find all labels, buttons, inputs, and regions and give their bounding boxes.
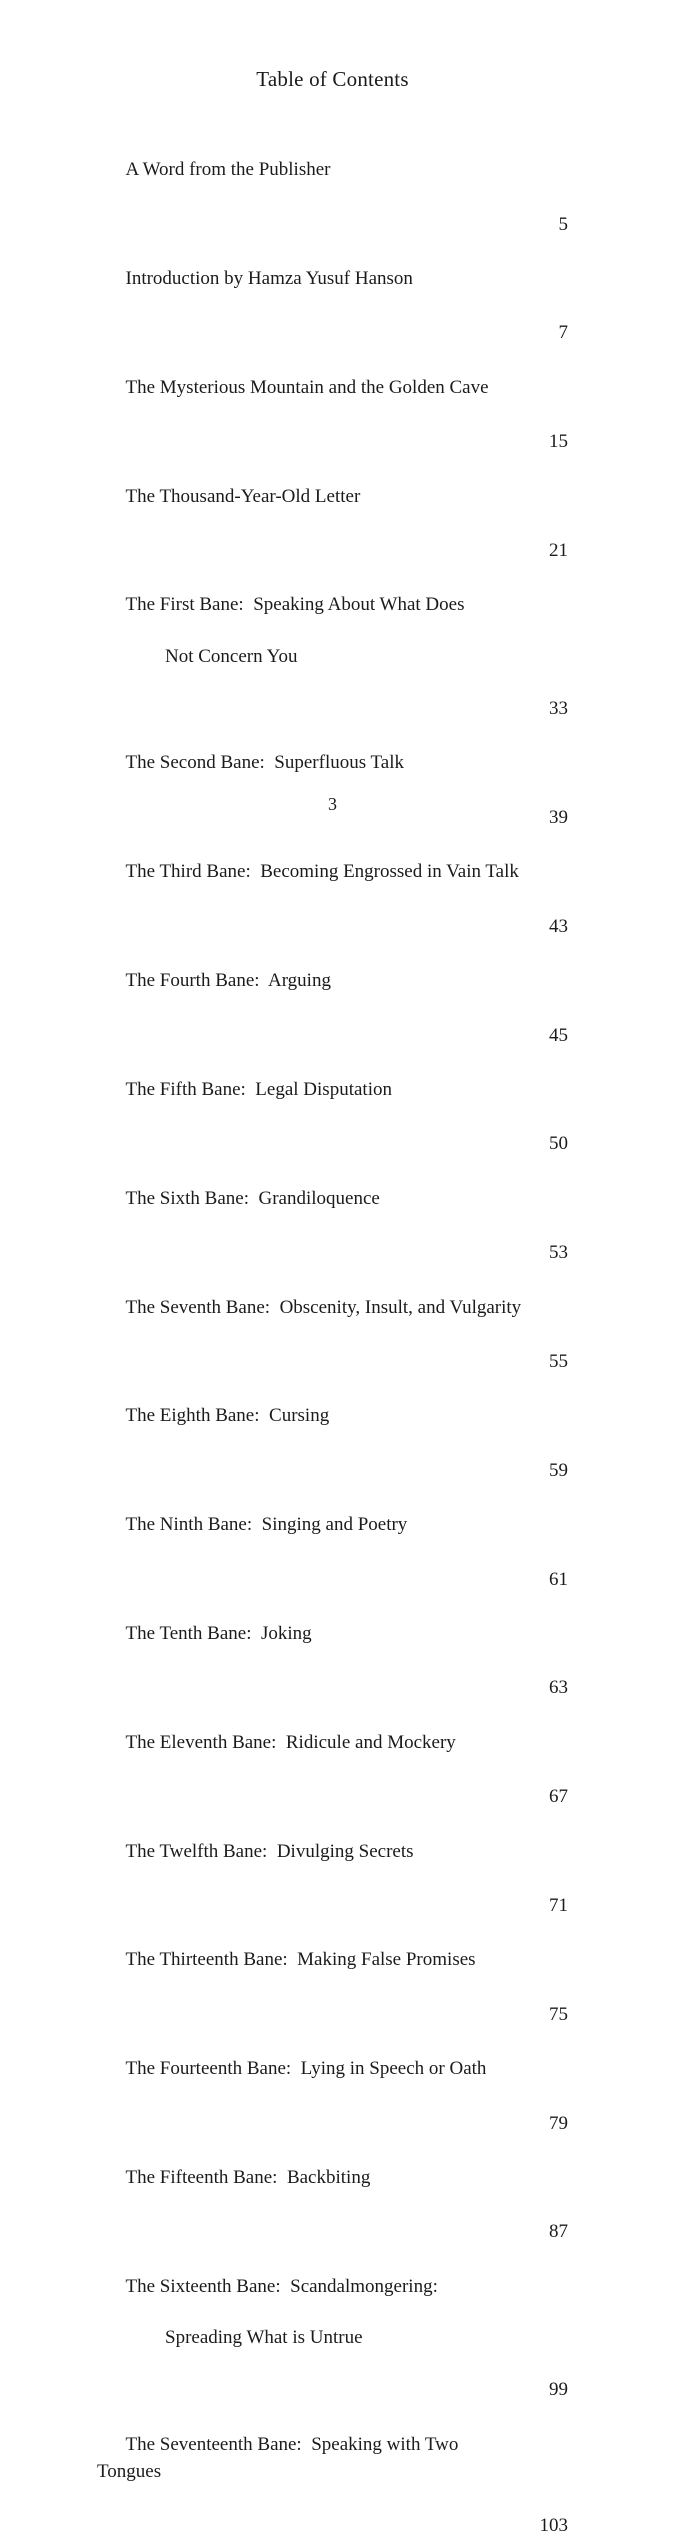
toc-entry-page-number: 61 <box>549 1568 568 1590</box>
toc-entry-line1: The Mysterious Mountain and the Golden Cave <box>125 376 489 398</box>
toc-entry-line1: The Fourteenth Bane: Lying in Speech or Oath <box>125 2058 487 2080</box>
toc-entry-page-number: 45 <box>549 1024 568 1046</box>
toc-entry-page-number: 33 <box>549 698 568 720</box>
toc-list <box>97 129 568 2540</box>
toc-entry <box>97 1593 568 1702</box>
toc-entry-line1: The Seventh Bane: Obscenity, Insult, and Vulgarity <box>125 1296 522 1318</box>
toc-entry-title <box>97 1810 414 1919</box>
toc-entry-line1: The Thousand-Year-Old Letter <box>125 485 361 507</box>
toc-entry <box>97 2137 568 2246</box>
toc-entry-line1: The Thirteenth Bane: Making False Promises <box>125 1949 476 1971</box>
toc-entry-page-number: 7 <box>558 322 568 344</box>
toc-entry <box>97 940 568 1049</box>
toc-entry-page-number: 21 <box>549 540 568 562</box>
toc-entry <box>97 129 568 238</box>
toc-entry-line1: The Eighth Bane: Cursing <box>125 1405 330 1427</box>
toc-entry <box>97 455 568 564</box>
toc-entry <box>97 1049 568 1158</box>
toc-entry-line1: The Ninth Bane: Singing and Poetry <box>125 1514 408 1536</box>
toc-entry <box>97 2404 568 2540</box>
toc-entry-page-number: 59 <box>549 1459 568 1481</box>
page-title: Table of Contents <box>256 67 409 91</box>
folio-page-number: 3 <box>328 794 337 814</box>
toc-entry-line2: Spreading What is Untrue <box>165 2327 363 2349</box>
toc-entry <box>97 238 568 347</box>
toc-entry <box>97 1158 568 1267</box>
toc-entry-page-number: 63 <box>549 1677 568 1699</box>
toc-entry-line1: The Tenth Bane: Joking <box>125 1622 312 1644</box>
toc-entry-page-number: 53 <box>549 1242 568 1264</box>
toc-entry-line1: The Fifth Bane: Legal Disputation <box>125 1078 392 1100</box>
toc-entry <box>97 2246 568 2404</box>
toc-entry <box>97 1266 568 1375</box>
toc-entry-title <box>97 1049 392 1158</box>
toc-entry <box>97 347 568 456</box>
toc-entry-page-number: 55 <box>549 1350 568 1372</box>
toc-entry-line1: The Fifteenth Bane: Backbiting <box>125 2167 371 2189</box>
toc-entry-page-number: 75 <box>549 2003 568 2025</box>
toc-entry <box>97 564 568 722</box>
toc-entry-line1: The Eleventh Bane: Ridicule and Mockery <box>125 1731 456 1753</box>
toc-entry <box>97 1702 568 1811</box>
toc-entry-title <box>97 1702 456 1811</box>
toc-entry <box>97 2028 568 2137</box>
toc-entry-title <box>97 2028 486 2137</box>
toc-entry-line1: The Fourth Bane: Arguing <box>125 970 331 992</box>
toc-entry-line2: Not Concern You <box>165 645 298 667</box>
toc-entry-page-number: 15 <box>549 431 568 453</box>
toc-entry <box>97 1484 568 1593</box>
toc-entry-title <box>97 2404 526 2540</box>
toc-entry-title <box>97 2246 438 2404</box>
toc-entry-line1: Introduction by Hamza Yusuf Hanson <box>125 268 413 290</box>
toc-entry-title <box>97 1158 380 1267</box>
toc-entry-title <box>97 455 360 564</box>
toc-entry-title <box>97 1593 312 1702</box>
toc-entry-title <box>97 1375 329 1484</box>
toc-entry <box>97 1810 568 1919</box>
toc-entry-line1: A Word from the Publisher <box>125 159 331 181</box>
toc-entry-line1: The Third Bane: Becoming Engrossed in Vain Talk <box>125 861 519 883</box>
toc-entry-title <box>97 129 331 238</box>
toc-entry-line1: The Sixth Bane: Grandiloquence <box>125 1187 380 1209</box>
toc-entry-title <box>97 1919 476 2028</box>
toc-entry-page-number: 87 <box>549 2221 568 2243</box>
toc-entry-page-number: 39 <box>549 806 568 828</box>
toc-entry-title <box>97 564 464 722</box>
toc-entry-page-number: 71 <box>549 1895 568 1916</box>
toc-entry-title <box>97 1484 407 1593</box>
toc-content-block <box>97 0 568 2540</box>
toc-entry-line1: The First Bane: Speaking About What Does <box>125 594 465 616</box>
toc-entry <box>97 831 568 940</box>
toc-entry <box>97 1375 568 1484</box>
toc-entry <box>97 1919 568 2028</box>
toc-entry-page-number: 43 <box>549 915 568 937</box>
toc-entry-line1: The Twelfth Bane: Divulging Secrets <box>125 1840 414 1862</box>
toc-entry-line1: The Sixteenth Bane: Scandalmongering: <box>125 2275 438 2297</box>
toc-entry-title <box>97 1266 521 1375</box>
toc-entry-page-number: 67 <box>549 1786 568 1808</box>
toc-entry-title <box>97 2137 370 2246</box>
toc-entry-line1: The Seventeenth Bane: Speaking with Two Tongues <box>97 2433 463 2483</box>
toc-entry-page-number: 99 <box>549 2379 568 2401</box>
toc-entry-title <box>97 940 331 1049</box>
toc-entry-page-number: 103 <box>539 2515 568 2537</box>
toc-entry-line1: The Second Bane: Superfluous Talk <box>125 752 405 774</box>
toc-entry-page-number: 5 <box>558 213 568 235</box>
toc-entry-title <box>97 238 413 347</box>
toc-entry-page-number: 50 <box>549 1133 568 1155</box>
toc-entry-title <box>97 347 489 456</box>
toc-entry-page-number: 79 <box>549 2112 568 2134</box>
toc-entry-title <box>97 831 519 940</box>
